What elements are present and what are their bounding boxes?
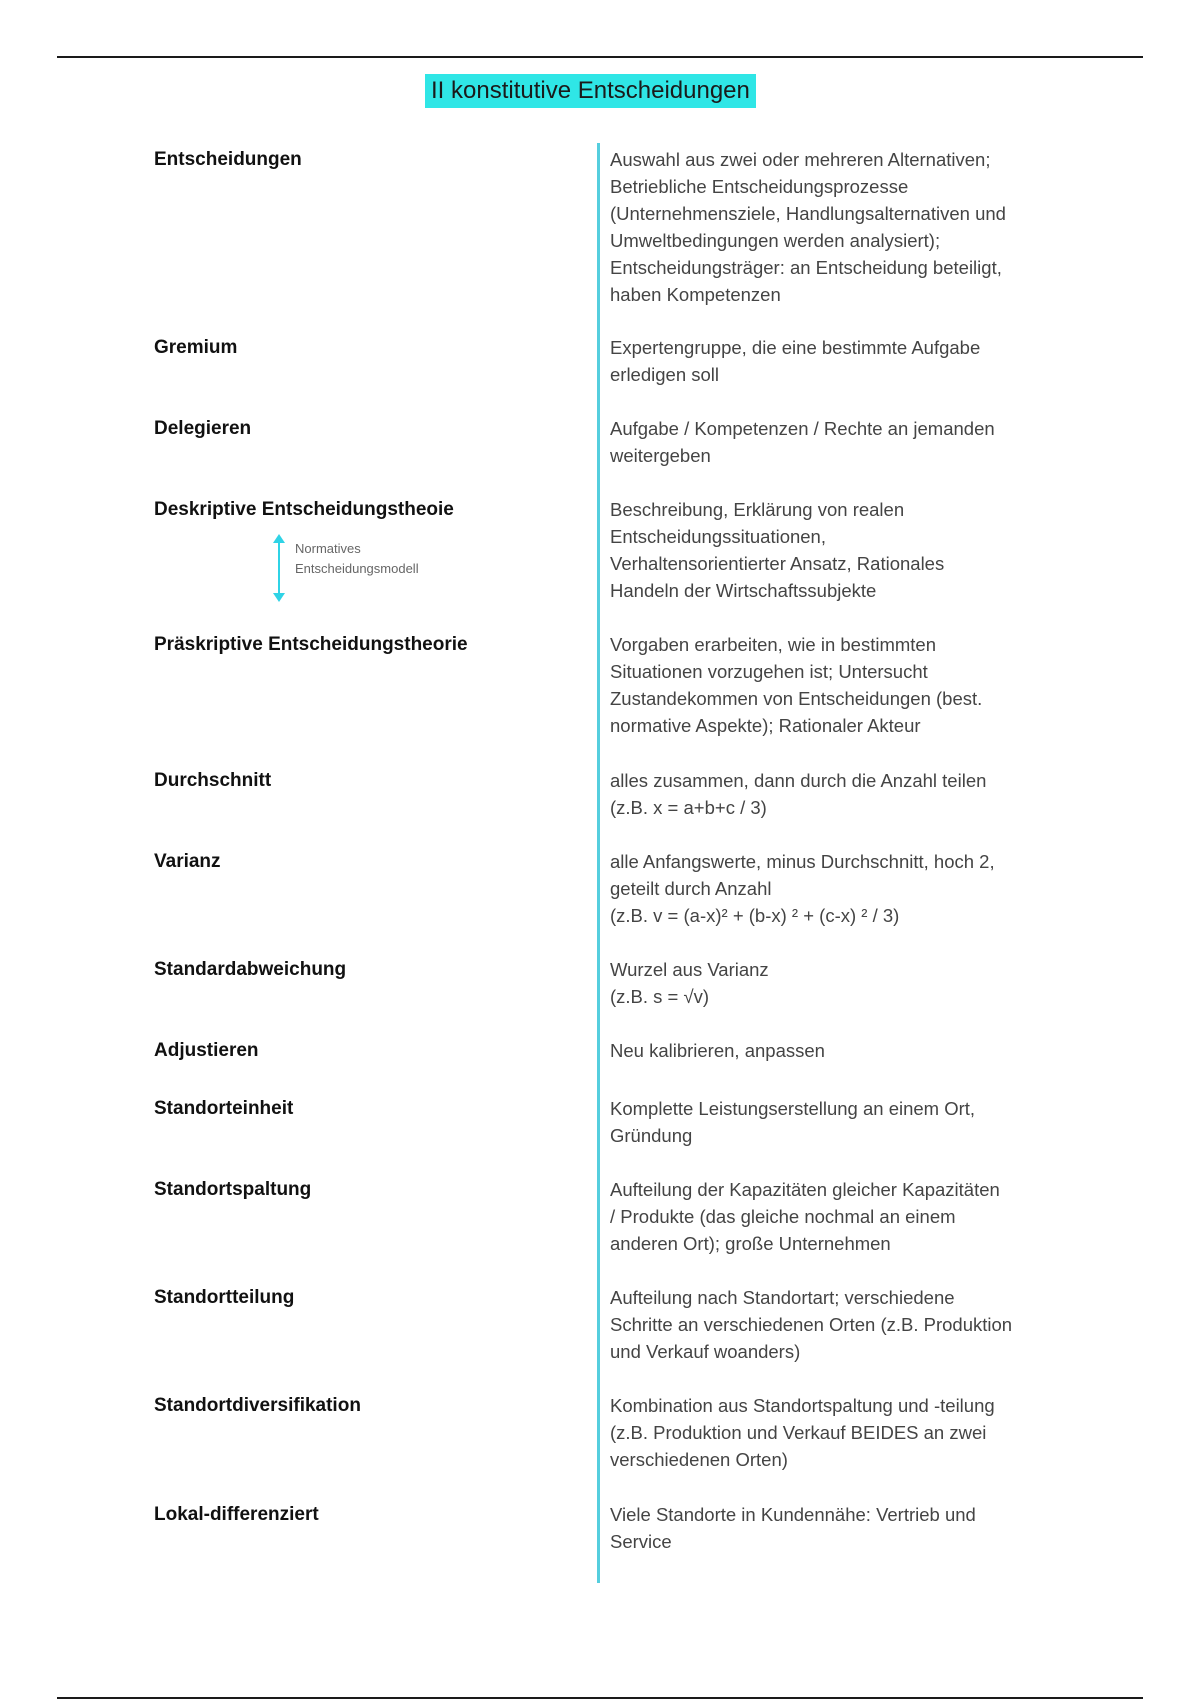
definition-line: Komplette Leistungserstellung an einem Ort,	[610, 1098, 976, 1119]
definition	[610, 1501, 1060, 1555]
definition-line: Aufteilung nach Standortart; verschiedene	[610, 1287, 955, 1308]
term: Standorteinheit	[154, 1098, 294, 1119]
definition-line: Verhaltensorientierter Ansatz, Rationales	[610, 553, 945, 574]
definition-line: Schritte an verschiedenen Orten (z.B. Produktion	[610, 1314, 1013, 1335]
note-line: Normatives	[295, 541, 361, 556]
definition-line: haben Kompetenzen	[610, 284, 781, 305]
definition-line: Aufgabe / Kompetenzen / Rechte an jemanden	[610, 418, 995, 439]
definition-line: Gründung	[610, 1125, 693, 1146]
definition	[610, 1176, 1060, 1257]
definition-line: alle Anfangswerte, minus Durchschnitt, hoch 2,	[610, 851, 995, 872]
definition-line: geteilt durch Anzahl	[610, 878, 772, 899]
term: Deskriptive Entscheidungstheoie	[154, 499, 454, 520]
term: Durchschnitt	[154, 770, 272, 791]
definition-line: Situationen vorzugehen ist; Untersucht	[610, 661, 928, 682]
definition-line: Service	[610, 1531, 672, 1552]
definition-line: Beschreibung, Erklärung von realen	[610, 499, 905, 520]
term: Gremium	[154, 337, 238, 358]
definition-line: normative Aspekte); Rationaler Akteur	[610, 715, 921, 736]
definition-line: Aufteilung der Kapazitäten gleicher Kapazitäten	[610, 1179, 1000, 1200]
note-line: Entscheidungsmodell	[295, 561, 419, 576]
definition	[610, 848, 1060, 929]
definition-line: erledigen soll	[610, 364, 720, 385]
definition-line: Viele Standorte in Kundennähe: Vertrieb und	[610, 1504, 976, 1525]
definition-line: alles zusammen, dann durch die Anzahl teilen	[610, 770, 987, 791]
definition-line: und Verkauf woanders)	[610, 1341, 801, 1362]
definition-line: Entscheidungssituationen,	[610, 526, 826, 547]
definition-line: Expertengruppe, die eine bestimmte Aufgabe	[610, 337, 981, 358]
definition-line: Kombination aus Standortspaltung und -teilung	[610, 1395, 995, 1416]
definition-line: verschiedenen Orten)	[610, 1449, 788, 1470]
definition	[610, 631, 1060, 739]
definition-line: (z.B. x = a+b+c / 3)	[610, 797, 767, 818]
note-text	[295, 539, 419, 579]
definition	[610, 1284, 1060, 1365]
definition-line: (z.B. v = (a-x)² + (b-x) ² + (c-x) ² / 3)	[610, 905, 900, 926]
definition-line: Betriebliche Entscheidungsprozesse	[610, 176, 909, 197]
definition-line: anderen Ort); große Unternehmen	[610, 1233, 891, 1254]
bottom-rule	[57, 1697, 1143, 1699]
definition	[610, 146, 1060, 308]
column-divider	[597, 143, 600, 1583]
page-title: II konstitutive Entscheidungen	[425, 74, 756, 108]
definition-line: Handeln der Wirtschaftssubjekte	[610, 580, 877, 601]
definition-line: Zustandekommen von Entscheidungen (best.	[610, 688, 983, 709]
definition	[610, 496, 1060, 604]
definition	[610, 1095, 1060, 1149]
definition-line: Wurzel aus Varianz	[610, 959, 769, 980]
definition-line: Auswahl aus zwei oder mehreren Alternativen;	[610, 149, 991, 170]
term: Standortdiversifikation	[154, 1395, 361, 1416]
term: Standortspaltung	[154, 1179, 312, 1200]
definition	[610, 334, 1060, 388]
definition-line: weitergeben	[610, 445, 711, 466]
definition-line: / Produkte (das gleiche nochmal an einem	[610, 1206, 956, 1227]
term: Präskriptive Entscheidungstheorie	[154, 634, 468, 655]
term: Varianz	[154, 851, 221, 872]
term: Lokal-differenziert	[154, 1504, 319, 1525]
definition-line: (z.B. Produktion und Verkauf BEIDES an zwei	[610, 1422, 987, 1443]
term: Standardabweichung	[154, 959, 347, 980]
definition	[610, 1392, 1060, 1473]
definition	[610, 1037, 1060, 1064]
definition	[610, 415, 1060, 469]
double-arrow-vertical-icon	[272, 534, 286, 602]
term: Adjustieren	[154, 1040, 259, 1061]
top-rule	[57, 56, 1143, 58]
definition-line: (z.B. s = √v)	[610, 986, 710, 1007]
term: Standortteilung	[154, 1287, 295, 1308]
definition-line: (Unternehmensziele, Handlungsalternativen und	[610, 203, 1006, 224]
term: Entscheidungen	[154, 149, 302, 170]
definition-line: Vorgaben erarbeiten, wie in bestimmten	[610, 634, 936, 655]
definition	[610, 767, 1060, 821]
definition-line: Umweltbedingungen werden analysiert);	[610, 230, 941, 251]
definition	[610, 956, 1060, 1010]
term: Delegieren	[154, 418, 252, 439]
definition-line: Neu kalibrieren, anpassen	[610, 1040, 825, 1061]
definition-line: Entscheidungsträger: an Entscheidung beteiligt,	[610, 257, 1002, 278]
